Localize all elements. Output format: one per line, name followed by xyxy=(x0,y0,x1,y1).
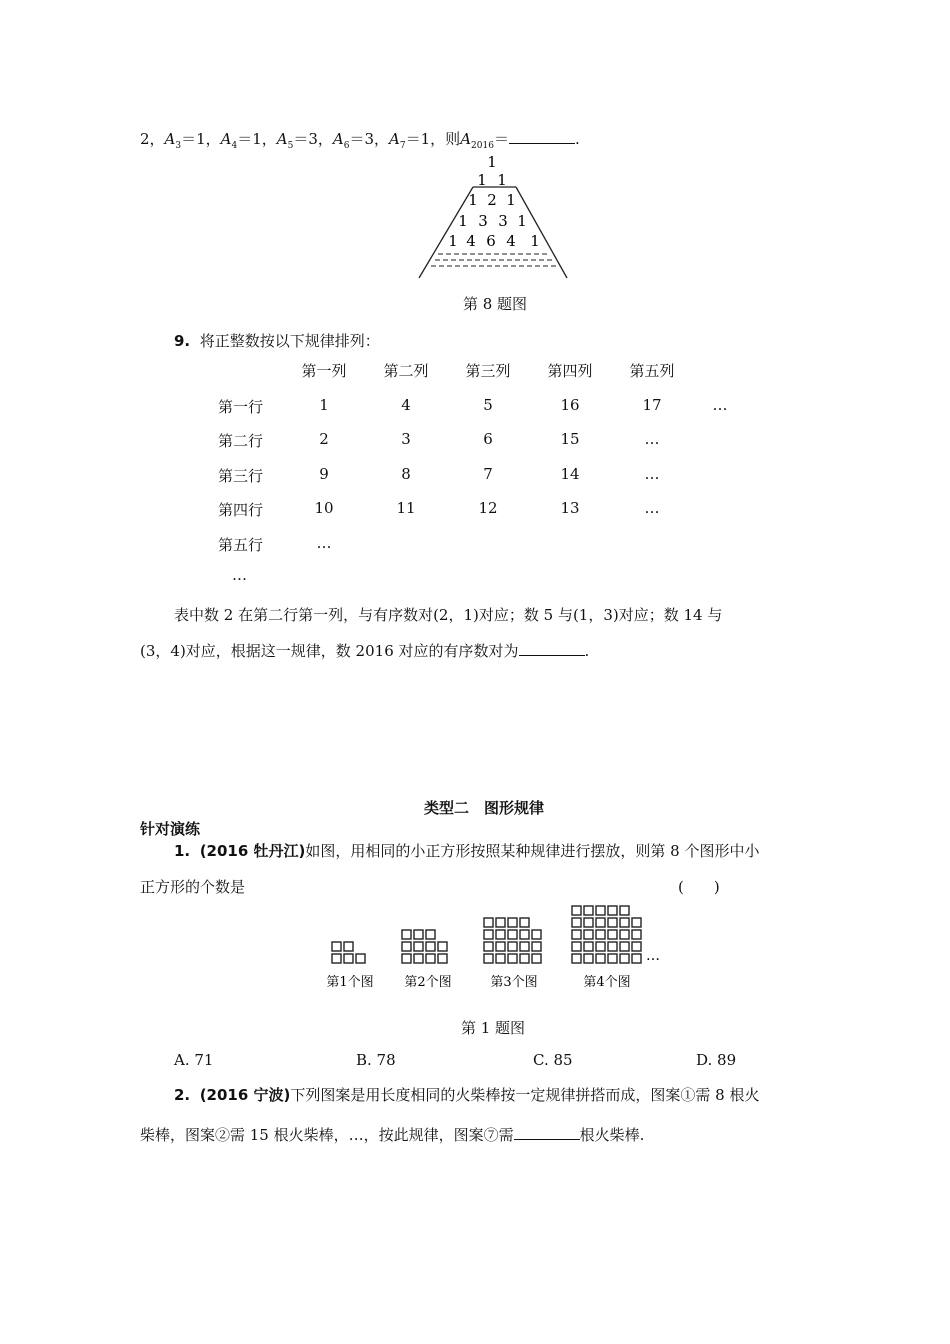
p1-caption: 第 1 题图 xyxy=(460,1019,526,1037)
answer-blank[interactable] xyxy=(514,1127,580,1140)
table-cell: 1 xyxy=(319,396,329,414)
q8-term: $A_4=1$， xyxy=(220,130,277,151)
option-c[interactable]: C. 85 xyxy=(533,1051,573,1069)
triangle-number: 3 xyxy=(498,212,508,230)
q8-term: $A_3=1$， xyxy=(164,130,221,151)
table-cell: 12 xyxy=(478,499,498,517)
figure-label: 第4个图 xyxy=(583,975,631,990)
option-b[interactable]: B. 78 xyxy=(356,1051,396,1069)
trailing-ellipsis: … xyxy=(232,566,247,584)
table-cell: … xyxy=(644,430,660,448)
col-header: 第一列 xyxy=(301,362,347,380)
figure-1-squares xyxy=(332,942,365,963)
table-cell: 11 xyxy=(396,499,416,517)
table-cell: … xyxy=(712,396,728,414)
triangle-number: 3 xyxy=(478,212,488,230)
table-cell: 5 xyxy=(483,396,493,414)
table-cell: … xyxy=(316,534,332,552)
triangle-number: 1 xyxy=(458,212,468,230)
triangle-number: 1 xyxy=(530,232,540,250)
figure-2-squares xyxy=(402,930,447,963)
row-label: 第四行 xyxy=(218,501,264,519)
q9-text-line1: 表中数 2 在第二行第一列，与有序数对(2，1)对应；数 5 与(1，3)对应；数 14 与 xyxy=(174,606,723,624)
triangle-number: 1 xyxy=(517,212,527,230)
table-cell: 4 xyxy=(401,396,411,414)
figure-4-squares xyxy=(572,906,641,963)
triangle-number: 2 xyxy=(487,191,497,209)
row-label: 第五行 xyxy=(218,536,264,554)
triangle-number: 1 xyxy=(487,153,497,171)
table-cell: 16 xyxy=(560,396,580,414)
table-cell: 7 xyxy=(483,465,493,483)
triangle-number: 4 xyxy=(466,232,476,250)
triangle-number: 6 xyxy=(486,232,496,250)
triangle-number: 1 xyxy=(497,171,507,189)
option-a[interactable]: A. 71 xyxy=(174,1051,214,1069)
table-cell: 17 xyxy=(642,396,662,414)
col-header: 第二列 xyxy=(383,362,429,380)
q8-term: $A_6=3$， xyxy=(332,130,390,151)
q8-caption: 第 8 题图 xyxy=(462,295,528,313)
row-label: 第二行 xyxy=(218,432,264,450)
triangle-number: 1 xyxy=(468,191,478,209)
table-cell: 9 xyxy=(319,465,329,483)
q8-sequence-line: 2，$A_3=1$，$A_4=1$，$A_5=3$，$A_6=3$，$A_7=1$，则$A_{2016}=$ . xyxy=(140,130,580,151)
triangle-number: 1 xyxy=(448,232,458,250)
figure-label: 第2个图 xyxy=(404,975,452,990)
p1-number: 1. xyxy=(174,842,191,860)
option-d[interactable]: D. 89 xyxy=(696,1051,737,1069)
table-cell: 2 xyxy=(319,430,329,448)
col-header: 第五列 xyxy=(629,362,675,380)
p2-text-line2: 柴棒，图案②需 15 根火柴棒，…，按此规律，图案⑦需 根火柴棒. xyxy=(140,1126,645,1144)
figure-ellipsis: … xyxy=(646,948,660,964)
table-cell: … xyxy=(644,465,660,483)
table-cell: 6 xyxy=(483,430,493,448)
p2-source: (2016 宁波) xyxy=(199,1086,291,1104)
p1-source: (2016 牡丹江) xyxy=(199,842,306,860)
table-cell: 14 xyxy=(560,465,580,483)
col-header: 第三列 xyxy=(465,362,511,380)
q9-number: 9. xyxy=(174,332,191,350)
table-cell: 3 xyxy=(401,430,411,448)
row-label: 第三行 xyxy=(218,467,264,485)
triangle-number: 4 xyxy=(506,232,516,250)
q9-text-line2: (3，4)对应，根据这一规律，数 2016 对应的有序数对为 . xyxy=(140,642,590,660)
q8-prefix: 2， xyxy=(140,130,165,148)
p1-answer-paren[interactable]: ( ) xyxy=(678,878,720,896)
p2-number: 2. xyxy=(174,1086,191,1104)
q8-then: 则 xyxy=(445,130,461,148)
section-title: 类型二 图形规律 xyxy=(424,799,545,817)
q9-intro: 9. 将正整数按以下规律排列： xyxy=(174,332,380,350)
triangle-right-edge xyxy=(516,187,567,278)
answer-blank[interactable] xyxy=(509,131,575,144)
table-cell: 10 xyxy=(314,499,334,517)
q8-term: $A_7=1$， xyxy=(389,130,446,151)
table-cell: … xyxy=(644,499,660,517)
p1-text-line1: 1. (2016 牡丹江)如图，用相同的小正方形按照某种规律进行摆放，则第 8 个图形中小 xyxy=(174,842,760,860)
p1-figure xyxy=(320,900,670,996)
q8-term: $A_5=3$， xyxy=(276,130,333,151)
p1-text-line2: 正方形的个数是 xyxy=(140,878,246,896)
col-header: 第四列 xyxy=(547,362,593,380)
table-cell: 15 xyxy=(560,430,580,448)
row-label: 第一行 xyxy=(218,398,264,416)
practice-heading: 针对演练 xyxy=(140,820,201,838)
figure-label: 第1个图 xyxy=(326,975,374,990)
figure-3-squares xyxy=(484,918,541,963)
table-cell: 8 xyxy=(401,465,411,483)
answer-blank[interactable] xyxy=(519,643,585,656)
q8-target: A xyxy=(460,130,472,148)
triangle-number: 1 xyxy=(477,171,487,189)
triangle-left-edge xyxy=(419,187,473,278)
triangle-number: 1 xyxy=(506,191,516,209)
figure-label: 第3个图 xyxy=(490,975,538,990)
table-cell: 13 xyxy=(560,499,580,517)
q8-triangle-figure xyxy=(410,150,580,282)
p2-text-line1: 2. (2016 宁波)下列图案是用长度相同的火柴棒按一定规律拼搭而成，图案①需 8 根火 xyxy=(174,1086,760,1104)
